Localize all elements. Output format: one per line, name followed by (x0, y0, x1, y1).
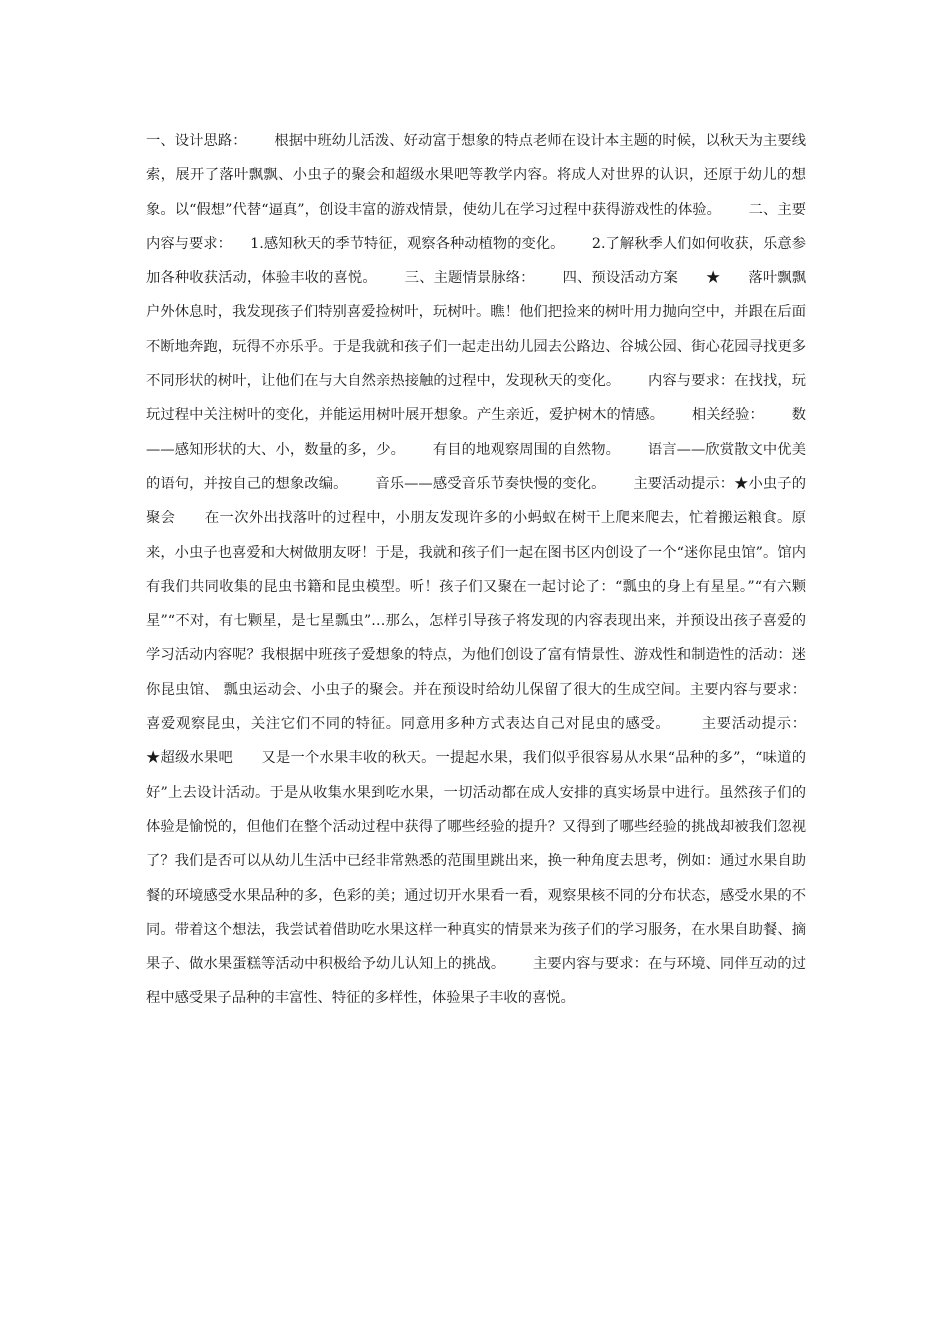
document-paragraph: 一、设计思路： 根据中班幼儿活泼、好动富于想象的特点老师在设计本主题的时候，以秋天为主要线索，展开了落叶飘飘、小虫子的聚会和超级水果吧等教学内容。将成人对世界的认识，还原于幼儿的想象。以“假想”代替“逼真”，创设丰富的游戏情景，使幼儿在学习过程中获得游戏性的体验。 二、主要内容与要求： 1.感知秋天的季节特征，观察各种动植物的变化。 2.了解秋季人们如何收获，乐意参加各种收获活动，体验丰收的喜悦。 三、主题情景脉络： 四、预设活动方案 ★ 落叶飘飘 户外休息时，我发现孩子们特别喜爱捡树叶，玩树叶。瞧！他们把捡来的树叶用力抛向空中，并跟在后面不断地奔跑，玩得不亦乐乎。于是我就和孩子们一起走出幼儿园去公路边、谷城公园、街心花园寻找更多不同形状的树叶，让他们在与大自然亲热接触的过程中，发现秋天的变化。 内容与要求：在找找，玩玩过程中关注树叶的变化，并能运用树叶展开想象。产生亲近，爱护树木的情感。 相关经验： 数——感知形状的大、小，数量的多，少。 有目的地观察周围的自然物。 语言——欣赏散文中优美的语句，并按自己的想象改编。 音乐——感受音乐节奏快慢的变化。 主要活动提示：★小虫子的聚会 在一次外出找落叶的过程中，小朋友发现许多的小蚂蚁在树干上爬来爬去，忙着搬运粮食。原来，小虫子也喜爱和大树做朋友呀！于是，我就和孩子们一起在图书区内创设了一个“迷你昆虫馆”。馆内有我们共同收集的昆虫书籍和昆虫模型。听！孩子们又聚在一起讨论了：“瓢虫的身上有星星。”“有六颗星”“不对，有七颗星，是七星瓢虫”…那么，怎样引导孩子将发现的内容表现出来，并预设出孩子喜爱的学习活动内容呢？我根据中班孩子爱想象的特点，为他们创设了富有情景性、游戏性和制造性的活动：迷你昆虫馆、 瓢虫运动会、小虫子的聚会。并在预设时给幼儿保留了很大的生成空间。主要内容与要求：喜爱观察昆虫，关注它们不同的特征。同意用多种方式表达自己对昆虫的感受。 主要活动提示： ★超级水果吧 又是一个水果丰收的秋天。一提起水果，我们似乎很容易从水果“品种的多”，“味道的好”上去设计活动。于是从收集水果到吃水果，一切活动都在成人安排的真实场景中进行。虽然孩子们的体验是愉悦的，但他们在整个活动过程中获得了哪些经验的提升？又得到了哪些经验的挑战却被我们忽视了？我们是否可以从幼儿生活中已经非常熟悉的范围里跳出来，换一种角度去思考，例如：通过水果自助餐的环境感受水果品种的多，色彩的美；通过切开水果看一看，观察果核不同的分布状态，感受水果的不同。带着这个想法，我尝试着借助吃水果这样一种真实的情景来为孩子们的学习服务，在水果自助餐、摘果子、做水果蛋糕等活动中积极给予幼儿认知上的挑战。 主要内容与要求：在与环境、同伴互动的过程中感受果子品种的丰富性、特征的多样性，体验果子丰收的喜悦。 (146, 133, 834, 1007)
document-body-text (146, 124, 834, 1016)
